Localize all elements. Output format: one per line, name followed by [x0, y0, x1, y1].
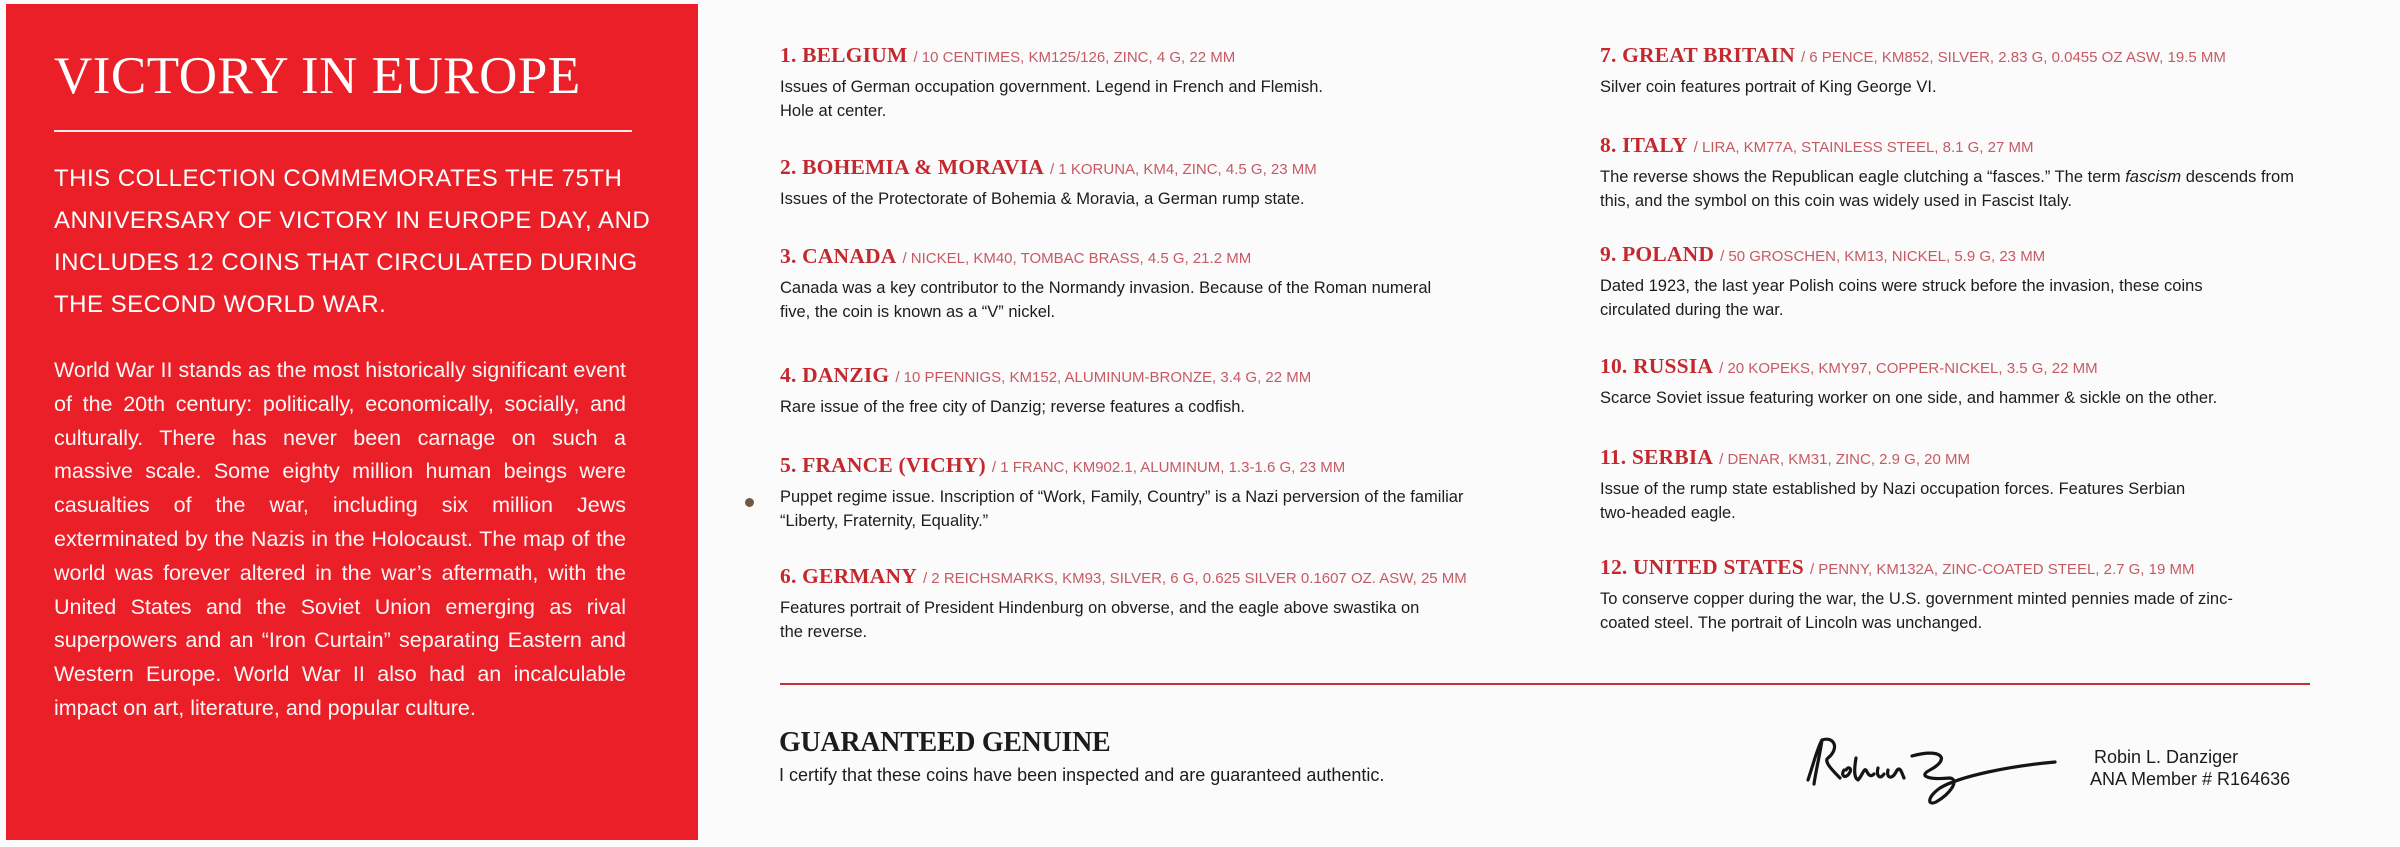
coin-name: 6. GERMANY — [780, 564, 917, 588]
coin-description: Issues of the Protectorate of Bohemia & Moravia, a German rump state. — [780, 190, 1305, 208]
coin-item-bohemia-moravia — [780, 152, 1500, 211]
coin-name: 9. POLAND — [1600, 242, 1715, 266]
coin-description: Canada was a key contributor to the Normandy invasion. Because of the Roman numeral five, the coin is known as a “V” nickel. — [780, 279, 1432, 321]
signer-name: Robin L. Danziger — [2094, 747, 2239, 767]
panel-body: World War II stands as the most historically significant event of the 20th century: politically, economically, socially, and culturally. There has never been carnage on such a massive scale. Some eighty million human beings were casualties of the war, including six million Jews exterminated by the Nazis in the Holocaust. The map of the world was forever altered in the war’s aftermath, with the United States and the Soviet Union emerging as rival superpowers and an “Iron Curtain” separating Eastern and Western Europe. World War II also had an incalculable impact on art, literature, and popular culture. — [54, 358, 626, 720]
coin-description: Scarce Soviet issue featuring worker on one side, and hammer & sickle on the other. — [1600, 389, 2218, 407]
paper-stain — [745, 498, 754, 507]
coin-name: 12. UNITED STATES — [1600, 555, 1804, 579]
coin-description: Issues of German occupation government. Legend in French and Flemish. Hole at center. — [780, 78, 1323, 120]
coin-spec: / LIRA, KM77A, STAINLESS STEEL, 8.1 G, 27 MM — [1693, 139, 2034, 156]
panel-title: VICTORY IN EUROPE — [54, 47, 581, 105]
coin-spec: / 6 PENCE, KM852, SILVER, 2.83 G, 0.0455 OZ ASW, 19.5 MM — [1800, 49, 2226, 66]
coin-spec: / 2 REICHSMARKS, KM93, SILVER, 6 G, 0.625 SILVER 0.1607 OZ. ASW, 25 MM — [922, 570, 1467, 587]
coin-spec: / 1 KORUNA, KM4, ZINC, 4.5 G, 23 MM — [1050, 161, 1317, 178]
panel-lead: THIS COLLECTION COMMEMORATES THE 75TH ANNIVERSARY OF VICTORY IN EUROPE DAY, AND INCLUDES 12 COINS THAT CIRCULATED DURING THE SECOND WORLD WAR. — [54, 165, 651, 318]
guarantee-statement: I certify that these coins have been inspected and are guaranteed authentic. — [779, 765, 1385, 785]
coin-spec: / DENAR, KM31, ZINC, 2.9 G, 20 MM — [1719, 451, 1971, 468]
coin-name: 3. CANADA — [780, 244, 897, 268]
guarantee-title: GUARANTEED GENUINE — [779, 727, 1111, 758]
coin-description-emphasis: fascism — [2125, 168, 2182, 186]
coin-name: 10. RUSSIA — [1600, 354, 1714, 378]
coin-spec: / 10 PFENNIGS, KM152, ALUMINUM-BRONZE, 3.4 G, 22 MM — [895, 369, 1312, 386]
coin-item-belgium — [780, 40, 1500, 123]
coin-description: Rare issue of the free city of Danzig; reverse features a codfish. — [780, 398, 1245, 416]
coin-description: Silver coin features portrait of King George VI. — [1600, 78, 1937, 96]
coin-name: 8. ITALY — [1600, 133, 1688, 157]
coin-name: 7. GREAT BRITAIN — [1600, 43, 1795, 67]
coin-item-russia — [1600, 351, 2320, 410]
coin-spec: / 1 FRANC, KM902.1, ALUMINUM, 1.3-1.6 G, 23 MM — [991, 459, 1346, 476]
coin-item-serbia — [1600, 442, 2320, 525]
intro-panel — [6, 4, 698, 840]
coin-list — [780, 40, 2320, 660]
coin-description: Issue of the rump state established by Nazi occupation forces. Features Serbian two-headed eagle. — [1600, 480, 2186, 522]
coin-item-great-britain — [1600, 40, 2320, 99]
coin-description-part: descends from this, and the symbol on this coin was widely used in Fascist Italy. — [1600, 168, 2294, 210]
panel-divider — [54, 130, 632, 132]
coin-spec: / 50 GROSCHEN, KM13, NICKEL, 5.9 G, 23 MM — [1720, 248, 2046, 265]
coin-spec: / NICKEL, KM40, TOMBAC BRASS, 4.5 G, 21.2 MM — [902, 250, 1252, 267]
coin-description: Dated 1923, the last year Polish coins were struck before the invasion, these coins circulated during the war. — [1600, 277, 2203, 319]
coin-item-italy — [1600, 130, 2320, 213]
coin-name: 1. BELGIUM — [780, 43, 908, 67]
coin-name: 11. SERBIA — [1600, 445, 1714, 469]
coin-item-france-vichy — [780, 450, 1500, 533]
coin-spec: / PENNY, KM132A, ZINC-COATED STEEL, 2.7 G, 19 MM — [1809, 561, 2195, 578]
coin-name: 4. DANZIG — [780, 363, 890, 387]
coin-item-poland — [1600, 239, 2320, 322]
coin-name: 5. FRANCE (VICHY) — [780, 453, 986, 477]
handwritten-signature — [1800, 718, 2065, 808]
coin-spec: / 20 KOPEKS, KMY97, COPPER-NICKEL, 3.5 G, 22 MM — [1719, 360, 2098, 377]
coin-item-danzig — [780, 360, 1500, 419]
coin-description-part: The reverse shows the Republican eagle clutching a “fasces.” The term — [1600, 168, 2126, 186]
coin-item-canada — [780, 241, 1500, 324]
signer-membership: ANA Member # R164636 — [2090, 769, 2291, 789]
section-divider — [780, 683, 2310, 685]
coin-name: 2. BOHEMIA & MORAVIA — [780, 155, 1045, 179]
coin-spec: / 10 CENTIMES, KM125/126, ZINC, 4 G, 22 MM — [913, 49, 1236, 66]
coin-description: Puppet regime issue. Inscription of “Work, Family, Country” is a Nazi perversion of the familiar “Liberty, Fraternity, Equality.” — [780, 488, 1464, 530]
coin-description: To conserve copper during the war, the U.S. government minted pennies made of zinc-coated steel. The portrait of Lincoln was unchanged. — [1600, 590, 2233, 632]
coin-item-united-states — [1600, 552, 2320, 635]
coin-description: Features portrait of President Hindenburg on obverse, and the eagle above swastika on the reverse. — [780, 599, 1420, 641]
signer-block — [2090, 746, 2290, 790]
coin-item-germany — [780, 561, 1540, 644]
coin-description — [1600, 165, 2320, 213]
